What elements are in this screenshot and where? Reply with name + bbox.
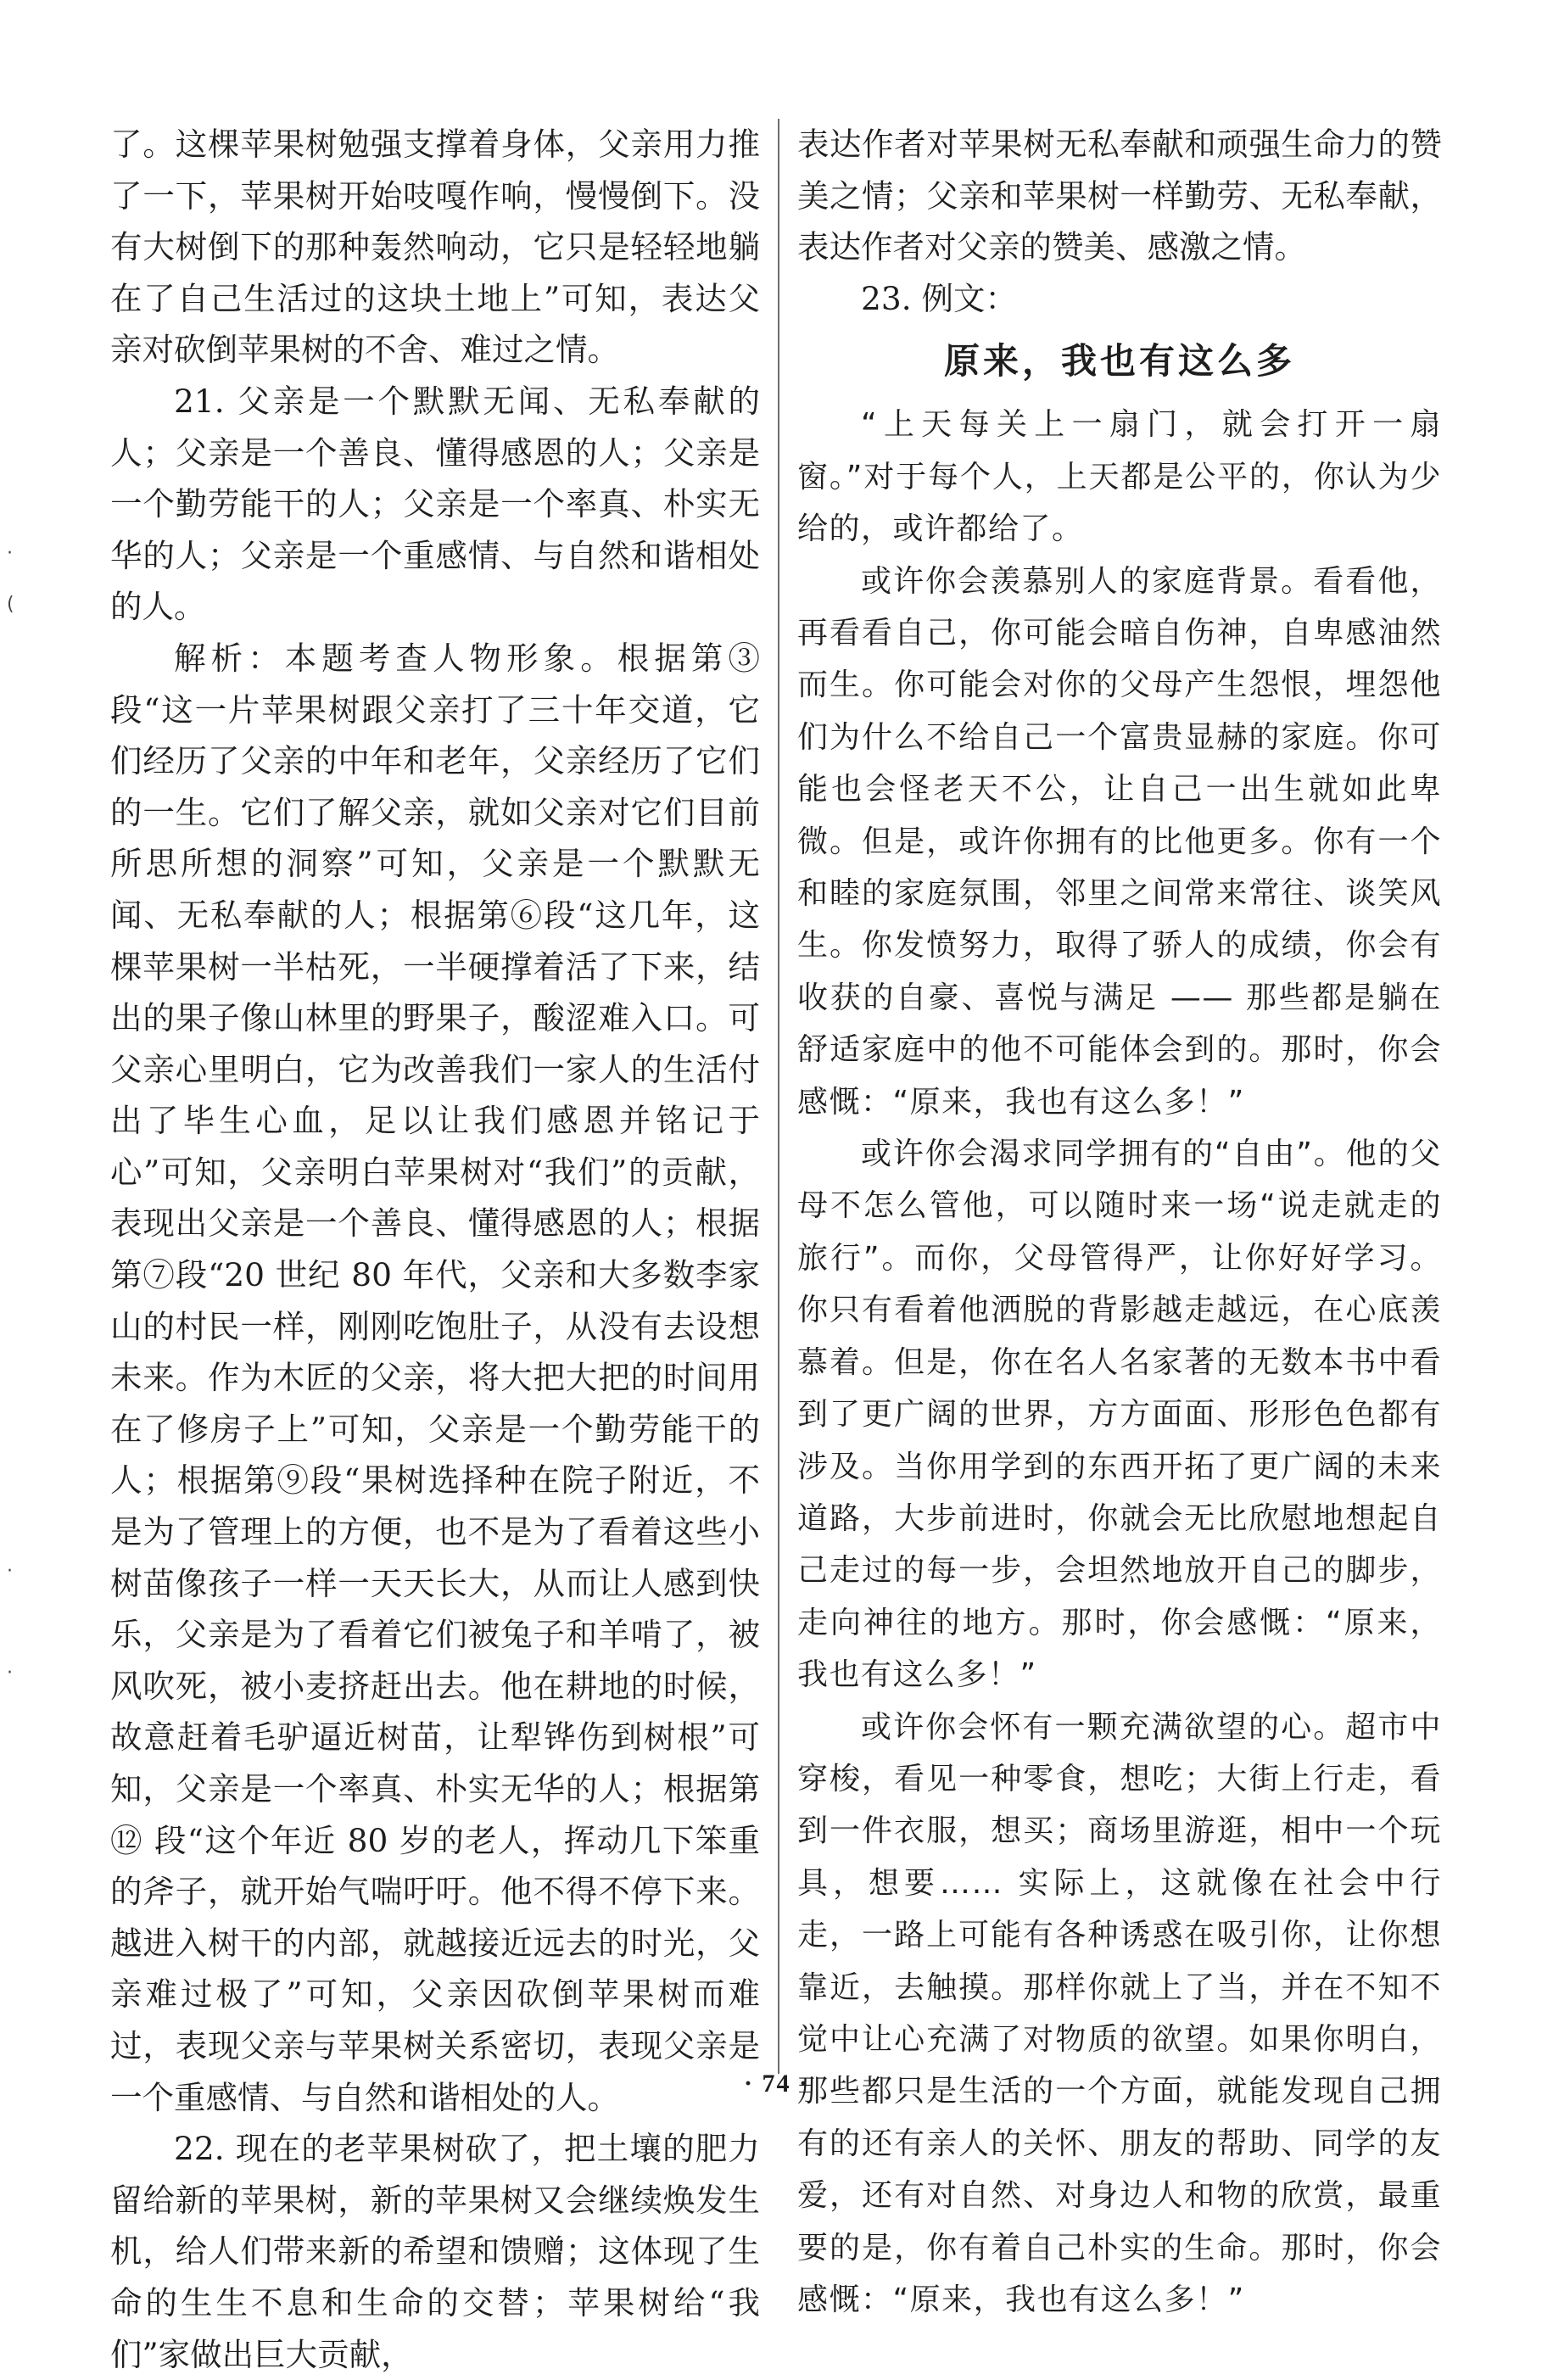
binding-mark: · <box>7 1561 13 1582</box>
q22-continued: 表达作者对苹果树无私奉献和顽强生命力的赞美之情；父亲和苹果树一样勤劳、无私奉献，表达作者对父亲的赞美、感激之情。 <box>797 126 1442 266</box>
continued-paragraph: 了。这棵苹果树勉强支撑着身体，父亲用力推了一下，苹果树开始吱嘎作响，慢慢倒下。没有大树倒下的那种轰然响动，它只是轻轻地躺在了自己生活过的这块土地上”可知，表达父亲对砍倒苹果树的不舍、难过之情。 <box>110 126 760 369</box>
essay-paragraph: 或许你会渴求同学拥有的“自由”。他的父母不怎么管他，可以随时来一场“说走就走的旅行”。而你，父母管得严，让你好好学习。你只有看着他洒脱的背影越走越远，在心底羡慕着。但是，你在名人名家著的无数本书中看到了更广阔的世界，方方面面、形形色色都有涉及。当你用学到的东西开拓了更广阔的未来道路，大步前进时，你就会无比欣慰地想起自己走过的每一步，会坦然地放开自己的脚步，走向神往的地方。那时，你会感慨：“原来，我也有这么多！” <box>797 1137 1442 1693</box>
essay-paragraph: 或许你会怀有一颗充满欲望的心。超市中穿梭，看见一种零食，想吃；大街上行走，看到一件衣服，想买；商场里游逛，相中一个玩具，想要…… 实际上，这就像在社会中行走，一路上可能有各种诱惑在吸引你，让你想靠近，去触摸。那样你就上了当，并在不知不觉中让心充满了对物质的欲望。如果你明白，那些都只是生活的一个方面，就能发现自己拥有的还有亲人的关怀、朋友的帮助、同学的友爱，还有对自然、对身边人和物的欣赏，最重要的是，你有着自己朴实的生命。那时，你会感慨：“原来，我也有这么多！” <box>797 1709 1442 2317</box>
column-divider <box>778 119 779 2074</box>
page-number: · 74 · <box>743 2070 809 2098</box>
q22-answer: 22. 现在的老苹果树砍了，把土壤的肥力留给新的苹果树，新的苹果树又会继续焕发生机，给人们带来新的希望和馈赠；这体现了生命的生生不息和生命的交替；苹果树给“我们”家做出巨大贡献， <box>110 2130 760 2373</box>
essay-body <box>797 399 1442 2326</box>
binding-mark: ( <box>7 594 14 615</box>
binding-mark: · <box>7 1662 13 1684</box>
q21-answer: 21. 父亲是一个默默无闻、无私奉献的人；父亲是一个善良、懂得感恩的人；父亲是一个勤劳能干的人；父亲是一个率真、朴实无华的人；父亲是一个重感情、与自然和谐相处的人。 <box>110 382 760 626</box>
binding-mark: · <box>7 543 13 564</box>
essay-paragraph: 或许你会羡慕别人的家庭背景。看看他，再看看自己，你可能会暗自伤神，自卑感油然而生。你可能会对你的父母产生怨恨，埋怨他们为什么不给自己一个富贵显赫的家庭。你可能也会怪老天不公，让自己一出生就如此卑微。但是，或许你拥有的比他更多。你有一个和睦的家庭氛围，邻里之间常来常往、谈笑风生。你发愤努力，取得了骄人的成绩，你会有收获的自豪、喜悦与满足 —— 那些都是躺在舒适家庭中的他不可能体会到的。那时，你会感慨：“原来，我也有这么多！” <box>797 563 1442 1120</box>
right-column <box>797 119 1442 2326</box>
q23-label: 23. 例文： <box>861 279 1018 317</box>
essay-paragraph: “上天每关上一扇门，就会打开一扇窗。”对于每个人，上天都是公平的，你认为少给的，或许都给了。 <box>797 407 1442 547</box>
q21-analysis: 解析：本题考查人物形象。根据第③段“这一片苹果树跟父亲打了三十年交道，它们经历了父亲的中年和老年，父亲经历了它们的一生。它们了解父亲，就如父亲对它们目前所思所想的洞察”可知，父亲是一个默默无闻、无私奉献的人；根据第⑥段“这几年，这棵苹果树一半枯死，一半硬撑着活了下来，结出的果子像山林里的野果子，酸涩难入口。可父亲心里明白，它为改善我们一家人的生活付出了毕生心血，足以让我们感恩并铭记于心”可知，父亲明白苹果树对“我们”的贡献，表现出父亲是一个善良、懂得感恩的人；根据第⑦段“20 世纪 80 年代，父亲和大多数李家山的村民一样，刚刚吃饱肚子，从没有去设想未来。作为木匠的父亲，将大把大把的时间用在了修房子上”可知，父亲是一个勤劳能干的人；根据第⑨段“果树选择种在院子附近，不是为了管理上的方便，也不是为了看着这些小树苗像孩子一样一天天长大，从而让人感到快乐，父亲是为了看着它们被兔子和羊啃了，被风吹死，被小麦挤赶出去。他在耕地的时候，故意赶着毛驴逼近树苗，让犁铧伤到树根”可知，父亲是一个率真、朴实无华的人；根据第 ⑫ 段“这个年近 80 岁的老人，挥动几下笨重的斧子，就开始气喘吁吁。他不得不停下来。越进入树干的内部，就越接近远去的时光，父亲难过极了”可知，父亲因砍倒苹果树而难过，表现父亲与苹果树关系密切，表现父亲是一个重感情、与自然和谐相处的人。 <box>110 639 760 2116</box>
left-column <box>110 119 760 2380</box>
essay-title: 原来，我也有这么多 <box>943 340 1295 383</box>
